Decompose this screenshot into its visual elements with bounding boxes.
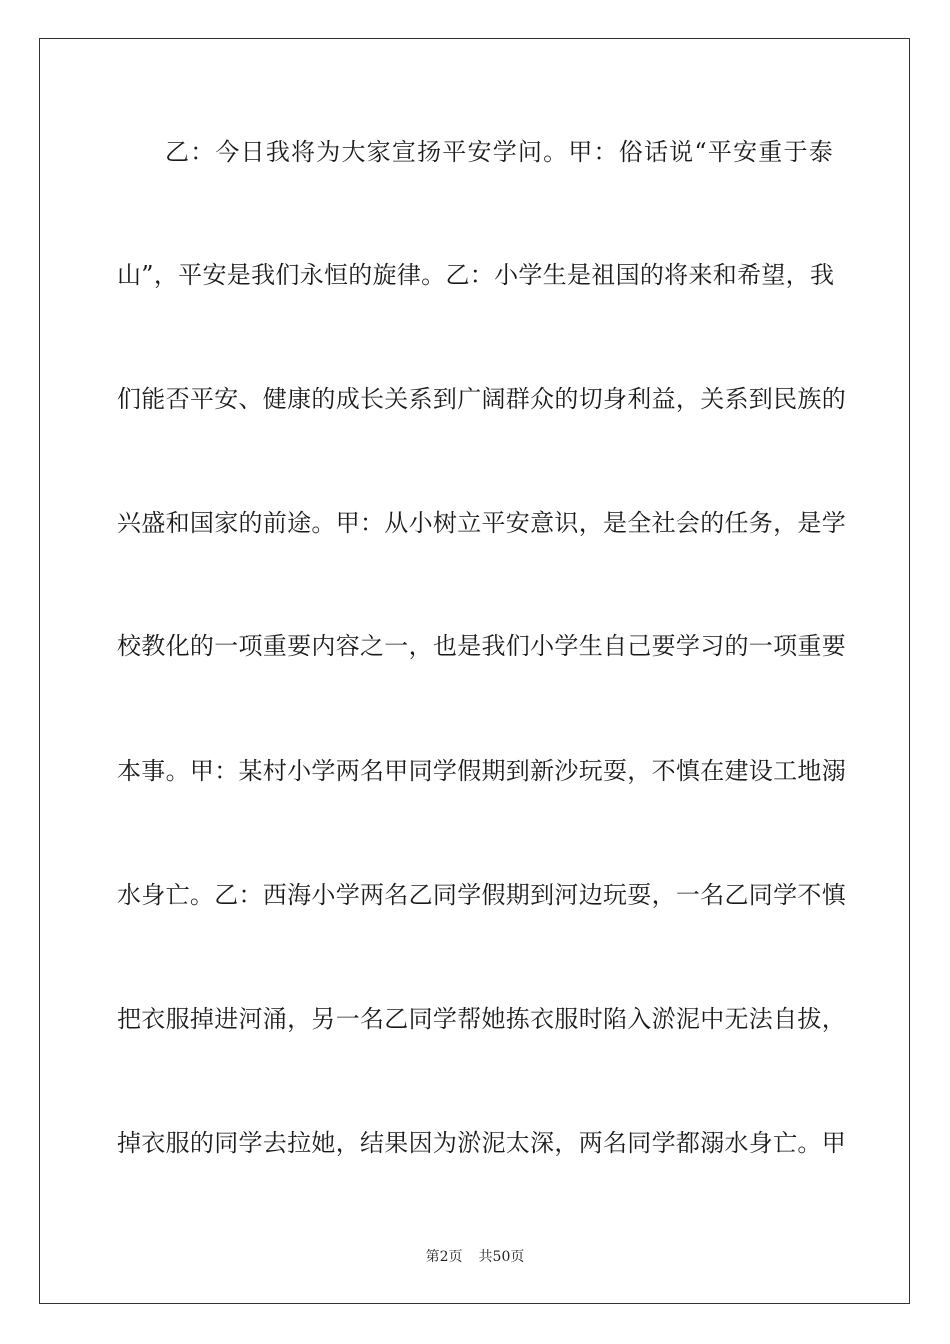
page-footer [0,1248,950,1266]
text-line: 山”，平安是我们永恒的旋律。乙：小学生是祖国的将来和希望，我 [117,261,835,289]
text-line: 把衣服掉进河涌，另一名乙同学帮她拣衣服时陷入淤泥中无法自拔， [117,1005,846,1033]
text-line: 乙：今日我将为大家宣扬平安学问。甲：俗话说“平安重于泰 [165,138,833,166]
text-line: 校教化的一项重要内容之一，也是我们小学生自己要学习的一项重要 [117,632,846,660]
text-line: 兴盛和国家的前途。甲：从小树立平安意识，是全社会的任务，是学 [117,509,846,537]
text-line: 水身亡。乙：西海小学两名乙同学假期到河边玩耍，一名乙同学不慎 [117,881,846,909]
text-line: 掉衣服的同学去拉她，结果因为淤泥太深，两名同学都溺水身亡。甲 [117,1129,846,1157]
text-line: 本事。甲：某村小学两名甲同学假期到新沙玩耍，不慎在建设工地溺 [117,757,846,785]
page-total: 共50页 [478,1249,525,1265]
text-line: 们能否平安、健康的成长关系到广阔群众的切身利益，关系到民族的 [117,385,846,413]
page-border [39,38,910,1304]
page-number: 第2页 [425,1249,463,1265]
